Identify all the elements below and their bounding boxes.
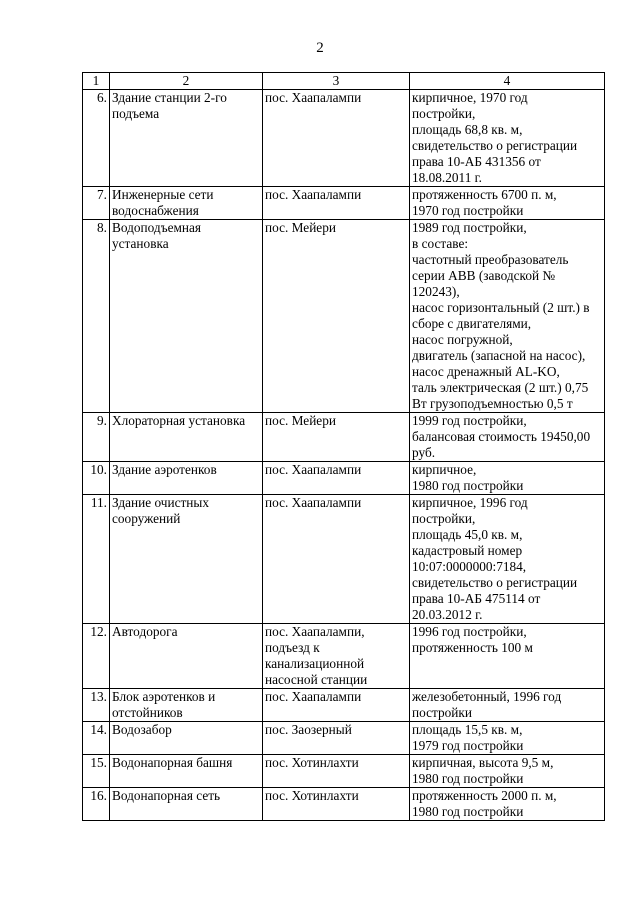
details-cell xyxy=(410,788,605,821)
row-number: 16. xyxy=(83,788,110,821)
details-line: железобетонный, 1996 год xyxy=(412,689,562,704)
location-line: пос. Хаапалампи xyxy=(265,689,362,704)
table-row xyxy=(83,495,605,624)
details-line: в составе: xyxy=(412,236,469,251)
details-cell xyxy=(410,495,605,624)
object-name-line: Водонапорная башня xyxy=(112,755,233,770)
details-cell xyxy=(410,722,605,755)
location-line: пос. Хаапалампи, xyxy=(265,624,365,639)
details-line: свидетельство о регистрации xyxy=(412,575,578,590)
object-name-line: Блок аэротенков и xyxy=(112,689,216,704)
details-line: права 10-АБ 475114 от xyxy=(412,591,541,606)
row-number: 12. xyxy=(83,624,110,689)
row-number: 11. xyxy=(83,495,110,624)
details-cell xyxy=(410,220,605,413)
row-number: 9. xyxy=(83,413,110,462)
location-cell xyxy=(263,722,410,755)
details-line: насос дренажный AL-KO, xyxy=(412,364,560,379)
row-number: 7. xyxy=(83,187,110,220)
object-name-cell xyxy=(110,495,263,624)
details-line: руб. xyxy=(412,445,436,460)
object-name-cell xyxy=(110,755,263,788)
location-cell xyxy=(263,689,410,722)
object-name-cell xyxy=(110,689,263,722)
location-line: пос. Хаапалампи xyxy=(265,495,362,510)
details-line: балансовая стоимость 19450,00 xyxy=(412,429,591,444)
details-cell xyxy=(410,689,605,722)
object-name-line: Хлораторная установка xyxy=(112,413,246,428)
details-line: Вт грузоподъемностью 0,5 т xyxy=(412,396,573,411)
row-number: 6. xyxy=(83,90,110,187)
location-cell xyxy=(263,413,410,462)
details-line: насос погружной, xyxy=(412,332,513,347)
location-cell xyxy=(263,495,410,624)
table-row xyxy=(83,722,605,755)
table-row xyxy=(83,90,605,187)
details-line: серии ABB (заводской № xyxy=(412,268,556,283)
details-cell xyxy=(410,755,605,788)
object-name-line: Водонапорная сеть xyxy=(112,788,221,803)
location-line: пос. Заозерный xyxy=(265,722,352,737)
details-line: права 10-АБ 431356 от xyxy=(412,154,541,169)
details-line: 1980 год постройки xyxy=(412,804,524,819)
details-line: постройки, xyxy=(412,106,476,121)
location-cell xyxy=(263,788,410,821)
details-line: кадастровый номер xyxy=(412,543,523,558)
header-cell-3: 3 xyxy=(263,73,410,90)
table-row xyxy=(83,689,605,722)
location-cell xyxy=(263,755,410,788)
details-line: 1970 год постройки xyxy=(412,203,524,218)
location-line: пос. Мейери xyxy=(265,220,336,235)
row-number: 10. xyxy=(83,462,110,495)
header-cell-4: 4 xyxy=(410,73,605,90)
object-name-line: Автодорога xyxy=(112,624,178,639)
details-line: постройки, xyxy=(412,511,476,526)
location-line: пос. Хаапалампи xyxy=(265,90,362,105)
details-line: 1979 год постройки xyxy=(412,738,524,753)
details-line: сборе с двигателями, xyxy=(412,316,532,331)
page-number: 2 xyxy=(316,40,324,56)
location-line: подъезд к xyxy=(265,640,320,655)
details-line: свидетельство о регистрации xyxy=(412,138,578,153)
object-name-line: Водозабор xyxy=(112,722,172,737)
row-number: 15. xyxy=(83,755,110,788)
header-cell-2: 2 xyxy=(110,73,263,90)
details-line: 120243), xyxy=(412,284,460,299)
object-name-line: Инженерные сети xyxy=(112,187,214,202)
details-line: 1989 год постройки, xyxy=(412,220,527,235)
location-line: пос. Мейери xyxy=(265,413,336,428)
object-name-cell xyxy=(110,187,263,220)
object-name-cell xyxy=(110,722,263,755)
object-name-cell xyxy=(110,90,263,187)
details-cell xyxy=(410,413,605,462)
details-line: 20.03.2012 г. xyxy=(412,607,483,622)
property-table xyxy=(82,72,605,821)
object-name-line: Здание очистных xyxy=(112,495,209,510)
details-line: частотный преобразователь xyxy=(412,252,569,267)
object-name-line: Здание станции 2-го xyxy=(112,90,227,105)
details-line: таль электрическая (2 шт.) 0,75 xyxy=(412,380,589,395)
details-cell xyxy=(410,90,605,187)
details-line: кирпичное, xyxy=(412,462,477,477)
object-name-cell xyxy=(110,624,263,689)
details-cell xyxy=(410,624,605,689)
details-line: 1980 год постройки xyxy=(412,771,524,786)
location-line: пос. Хаапалампи xyxy=(265,462,362,477)
details-line: площадь 15,5 кв. м, xyxy=(412,722,523,737)
location-cell xyxy=(263,90,410,187)
details-line: кирпичное, 1996 год xyxy=(412,495,528,510)
location-cell xyxy=(263,220,410,413)
row-number: 8. xyxy=(83,220,110,413)
details-line: кирпичная, высота 9,5 м, xyxy=(412,755,554,770)
object-name-line: отстойников xyxy=(112,705,183,720)
object-name-line: сооружений xyxy=(112,511,181,526)
details-line: площадь 68,8 кв. м, xyxy=(412,122,523,137)
location-cell xyxy=(263,624,410,689)
details-line: 1980 год постройки xyxy=(412,478,524,493)
object-name-line: Водоподъемная xyxy=(112,220,202,235)
table-row xyxy=(83,187,605,220)
table-row xyxy=(83,788,605,821)
details-line: 18.08.2011 г. xyxy=(412,170,482,185)
row-number: 14. xyxy=(83,722,110,755)
details-line: 1996 год постройки, xyxy=(412,624,527,639)
details-line: постройки xyxy=(412,705,472,720)
details-line: двигатель (запасной на насос), xyxy=(412,348,586,363)
details-cell xyxy=(410,462,605,495)
location-cell xyxy=(263,187,410,220)
table-row xyxy=(83,624,605,689)
header-cell-1: 1 xyxy=(83,73,110,90)
object-name-line: водоснабжения xyxy=(112,203,199,218)
object-name-line: Здание аэротенков xyxy=(112,462,217,477)
details-line: 1999 год постройки, xyxy=(412,413,527,428)
details-line: кирпичное, 1970 год xyxy=(412,90,528,105)
location-line: канализационной xyxy=(265,656,365,671)
location-cell xyxy=(263,462,410,495)
object-name-line: установка xyxy=(112,236,169,251)
table-row xyxy=(83,755,605,788)
row-number: 13. xyxy=(83,689,110,722)
object-name-cell xyxy=(110,788,263,821)
table-header-row xyxy=(83,73,605,90)
object-name-cell xyxy=(110,220,263,413)
table-row xyxy=(83,220,605,413)
details-line: насос горизонтальный (2 шт.) в xyxy=(412,300,590,315)
location-line: пос. Хаапалампи xyxy=(265,187,362,202)
object-name-line: подъема xyxy=(112,106,160,121)
location-line: пос. Хотинлахти xyxy=(265,788,359,803)
table-row xyxy=(83,413,605,462)
object-name-cell xyxy=(110,462,263,495)
location-line: пос. Хотинлахти xyxy=(265,755,359,770)
details-line: 10:07:0000000:7184, xyxy=(412,559,527,574)
object-name-cell xyxy=(110,413,263,462)
details-line: площадь 45,0 кв. м, xyxy=(412,527,523,542)
table-row xyxy=(83,462,605,495)
details-line: протяженность 6700 п. м, xyxy=(412,187,557,202)
details-line: протяженность 100 м xyxy=(412,640,533,655)
location-line: насосной станции xyxy=(265,672,368,687)
details-cell xyxy=(410,187,605,220)
details-line: протяженность 2000 п. м, xyxy=(412,788,557,803)
